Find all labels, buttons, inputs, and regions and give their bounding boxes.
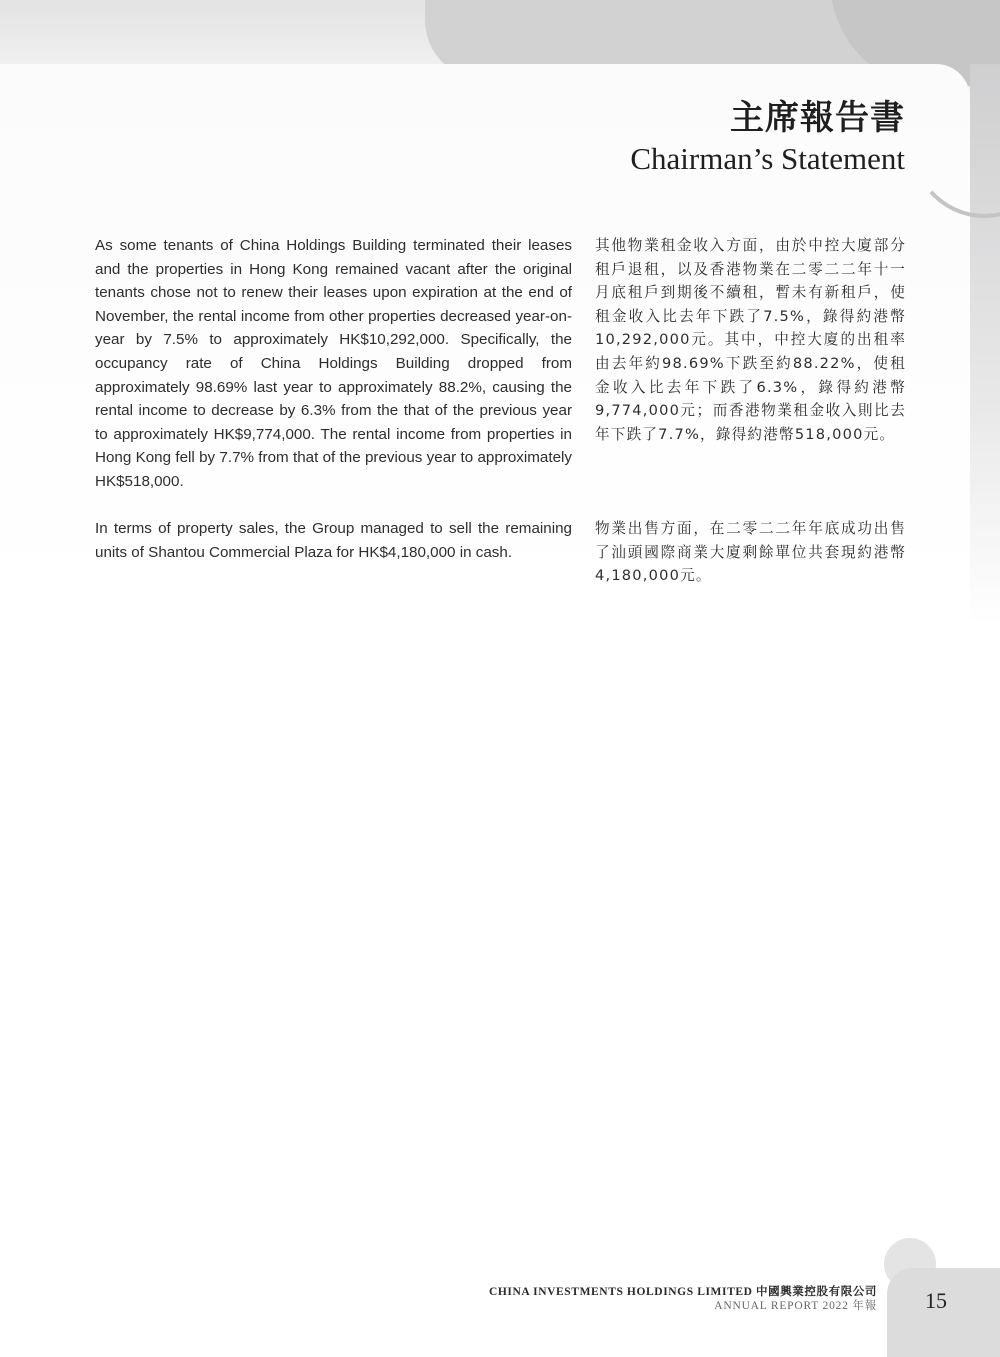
page-title-en: Chairman’s Statement <box>630 141 905 176</box>
chinese-paragraph-sales <box>595 517 906 588</box>
paragraph-text: 其他物業租金收入方面，由於中控大廈部分租戶退租，以及香港物業在二零二二年十一月底租戶到期後不續租，暫未有新租戶，使租金收入比去年下跌了7.5%，錄得約港幣10,292,000元。其中，中控大廈的出租率由去年約98.69%下跌至約88.22%，使租金收入比去年下跌了6.3%，錄得約港幣9,774,000元；而香港物業租金收入則比去年下跌了7.7%，錄得約港幣518,000元。 <box>595 237 906 443</box>
chinese-paragraph-rental <box>595 234 906 446</box>
paragraph-text: As some tenants of China Holdings Building terminated their leases and the properties in Hong Kong remained vacant after the original tenants chose not to renew their leases upon expiration at the end of November, the rental income from other properties decreased year-on-year by 7.5% to approximately HK$10,292,000. Specifically, the occupancy rate of China Holdings Building dropped from approximately 98.69% last year to approximately 88.2%, causing the rental income to decrease by 6.3% from the that of the previous year to approximately HK$9,774,000. The rental income from properties in Hong Kong fell by 7.7% from that of the previous year to approximately HK$518,000. <box>95 237 572 490</box>
paragraph-text: 物業出售方面，在二零二二年年底成功出售了汕頭國際商業大廈剩餘單位共套現約港幣4,180,000元。 <box>595 520 906 585</box>
footer <box>489 1285 877 1313</box>
page-title-zh: 主席報告書 <box>730 98 905 138</box>
english-paragraph-sales <box>95 517 572 564</box>
page-number: 15 <box>925 1288 947 1313</box>
page-title <box>630 96 905 178</box>
paragraph-text: In terms of property sales, the Group managed to sell the remaining units of Shantou Commercial Plaza for HK$4,180,000 in cash. <box>95 520 572 561</box>
english-paragraph-rental <box>95 234 572 494</box>
footer-company-name: CHINA INVESTMENTS HOLDINGS LIMITED 中國興業控股有限公司 <box>488 1286 877 1298</box>
footer-report-label: ANNUAL REPORT 2022 年報 <box>714 1300 877 1312</box>
